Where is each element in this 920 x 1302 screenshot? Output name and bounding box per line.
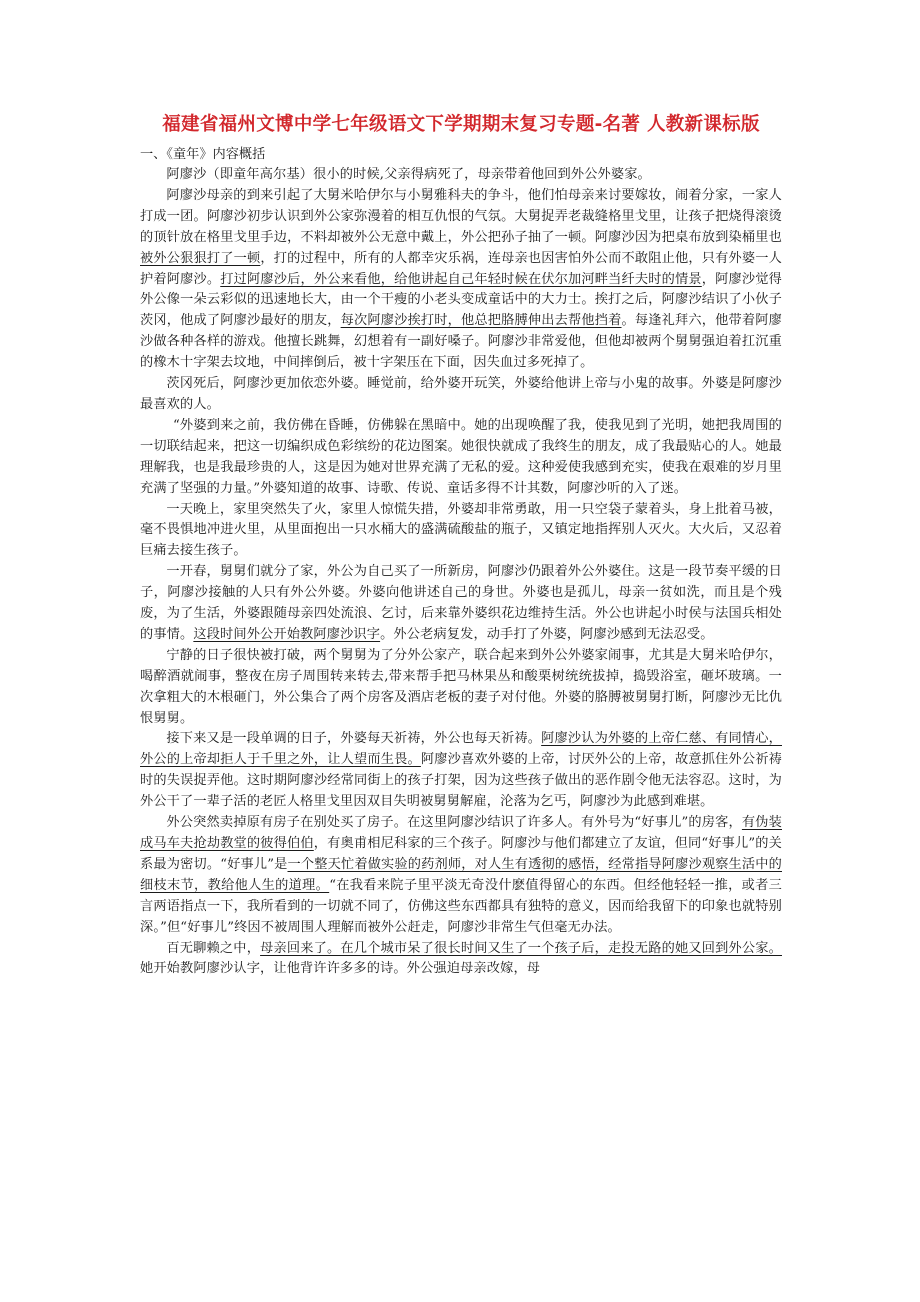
text-run: 百无聊赖之中，	[166, 940, 261, 956]
paragraph	[140, 813, 782, 938]
underlined-text: 阿廖沙认为外婆的上帝仁慈、有同情心，外公的上帝却拒人于千里之外，让人望而生畏。	[140, 731, 782, 768]
underlined-text: 这段时间外公开始教阿廖沙识字	[193, 626, 381, 642]
text-run: 一开春，舅舅们就分了家，外公为自己买了一所新房，阿廖沙仍跟着外公外婆住。这是一段节奏平缓的日子，阿廖沙接触的人只有外公外婆。外婆向他讲述自己的身世。外婆也是孤儿，母亲一贫如洗，而且是个残废，为了生活，外婆跟随母亲四处流浪、乞讨，后来靠外婆织花边维持生活。外公也讲起小时侯与法国兵相处的事情。	[140, 564, 782, 642]
paragraph	[140, 646, 782, 730]
paragraph	[140, 729, 782, 813]
paragraph	[140, 374, 782, 416]
document-body	[140, 165, 782, 980]
text-run: 阿廖沙母亲的到来引起了大舅米哈伊尔与小舅雅科夫的争斗，他们怕母亲来讨要嫁妆，闹着分家，一家人打成一团。阿廖沙初步认识到外公家弥漫着的相互仇恨的气氛。大舅捉弄老裁缝格里戈里，让孩子把烧得滚烫的顶针放在格里戈里手边，不料却被外公无意中戴上，外公把孙子抽了一顿。阿廖沙因为把桌布放到染桶里也	[140, 187, 782, 245]
underlined-text: 有伪装成马车夫抢劫教堂的彼得伯伯	[140, 815, 782, 851]
text-run: 她开始教阿廖沙认字，让他背许许多多的诗。外公强迫母亲改嫁，母	[140, 961, 541, 977]
paragraph	[140, 500, 782, 563]
underlined-text: 母亲回来了。在几个城市呆了很长时间又生了一个孩子后，走投无路的她又回到外公家。	[260, 940, 782, 956]
text-run: 外公突然卖掉原有房子在别处买了房子。在这里阿廖沙结识了许多人。有外号为“好事儿”的房客，	[166, 815, 742, 831]
document-title: 福建省福州文博中学七年级语文下学期期末复习专题-名著 人教新课标版	[162, 114, 760, 135]
text-run: ，有奥甫相尼科家的三个孩子。阿廖沙与他们都建立了友谊，但同“好事儿”的关系最为密切。“好事儿”是	[140, 836, 783, 872]
text-run: ，阿廖沙觉得外公像一朵云彩似的迅速地长大，由一个干瘦的小老头变成童话中的大力士。挨打之后，阿廖沙结识了小伙子茨冈，他成了阿廖沙最好的朋友，	[140, 271, 782, 329]
paragraph	[140, 416, 782, 500]
text-run: 一天晚上，家里突然失了火，家里人惊慌失措，外婆却非常勇敢，用一只空袋子蒙着头，身上批着马被，毫不畏惧地冲进火里，从里面抱出一只水桶大的盛满硫酸盐的瓶子，又镇定地指挥别人灭火。大火后，又忍着巨痛去接生孩子。	[140, 501, 782, 559]
paragraph	[140, 186, 782, 374]
paragraph	[140, 165, 782, 186]
underlined-text: 一个整天忙着做实验的药剂师，对人生有透彻的感悟，经常指导阿廖沙观察生活中的细枝末节，教给他人生的道理。	[140, 856, 782, 893]
underlined-text: 打过阿廖沙后，外公来看他，给他讲起自己年轻时候在伏尔加河畔当纤夫时的情景	[220, 271, 702, 287]
underlined-text: 每次阿廖沙挨打时，他总把胳膊伸出去帮他挡着	[340, 313, 622, 329]
text-run: 。每逢礼拜六，他带着阿廖沙做各种各样的游戏。他擅长跳舞，幻想着有一副好嗓子。阿廖沙非常爱他，但他却被两个舅舅强迫着扛沉重的橡木十字架去坟地，中间摔倒后，被十字架压在下面，因失血过多死掉了。	[140, 313, 782, 371]
text-run: 宁静的日子很快被打破，两个舅舅为了分外公家产，联合起来到外公外婆家闹事，尤其是大舅米哈伊尔，喝醉酒就闹事，整夜在房子周围转来转去,带来帮手把马林果丛和酸栗树统统拔掉，捣毁浴室，砸坏玻璃。一次拿粗大的木根砸门，外公集合了两个房客及酒店老板的妻子对付他。外婆的胳膊被舅舅打断，阿廖沙无比仇恨舅舅。	[140, 647, 782, 726]
text-run: 茨冈死后，阿廖沙更加依恋外婆。睡觉前，给外婆开玩笑，外婆给他讲上帝与小鬼的故事。外婆是阿廖沙最喜欢的人。	[140, 376, 782, 412]
text-run: 阿廖沙喜欢外婆的上帝，讨厌外公的上帝，故意抓住外公祈祷时的失误捉弄他。这时期阿廖沙经常同街上的孩子打架，因为这些孩子做出的恶作剧令他无法容忍。这时，为外公干了一辈子活的老匠人格里戈里因双目失明被舅舅解雇，沦落为乞丐，阿廖沙为此感到难堪。	[140, 752, 782, 810]
underlined-text: 被外公狠狠打了一顿	[140, 250, 261, 266]
text-run: ，打的过程中，所有的人都幸灾乐祸，连母亲也因害怕外公而不敢阻止他，只有外婆一人护着阿廖沙。	[140, 250, 782, 287]
section-heading: 一、《童年》内容概括	[140, 147, 266, 162]
text-run: 接下来又是一段单调的日子，外婆每天祈祷，外公也每天祈祷。	[166, 731, 542, 747]
text-run: 。外公老病复发，动手打了外婆，阿廖沙感到无法忍受。	[380, 626, 714, 642]
text-run: “外婆到来之前，我仿佛在昏睡，仿佛躲在黑暗中。她的出现唤醒了我，使我见到了光明，她把我周围的一切联结起来，把这一切编织成色彩缤纷的花边图案。她很快就成了我终生的朋友，成了我最贴心的人。她最理解我，也是我最珍贵的人，这是因为她对世界充满了无私的爱。这种爱使我感到充实，使我在艰难的岁月里充满了坚强的力量。”外婆知道的故事、诗歌、传说、童话多得不计其数，阿廖沙听的入了迷。	[140, 417, 782, 496]
document-page	[140, 108, 782, 980]
text-run: “在我看来院子里平淡无奇没什麽值得留心的东西。但经他轻轻一推，或者三言两语指点一下，我所看到的一切就不同了，仿佛这些东西都具有独特的意义，因而给我留下的印象也就特别深。”但“好事儿”终因不被周围人理解而被外公赶走，阿廖沙非常生气但毫无办法。	[140, 877, 782, 935]
text-run: 阿廖沙（即童年高尔基）很小的时候,父亲得病死了，母亲带着他回到外公外婆家。	[166, 167, 651, 182]
paragraph	[140, 562, 782, 646]
paragraph	[140, 939, 782, 981]
